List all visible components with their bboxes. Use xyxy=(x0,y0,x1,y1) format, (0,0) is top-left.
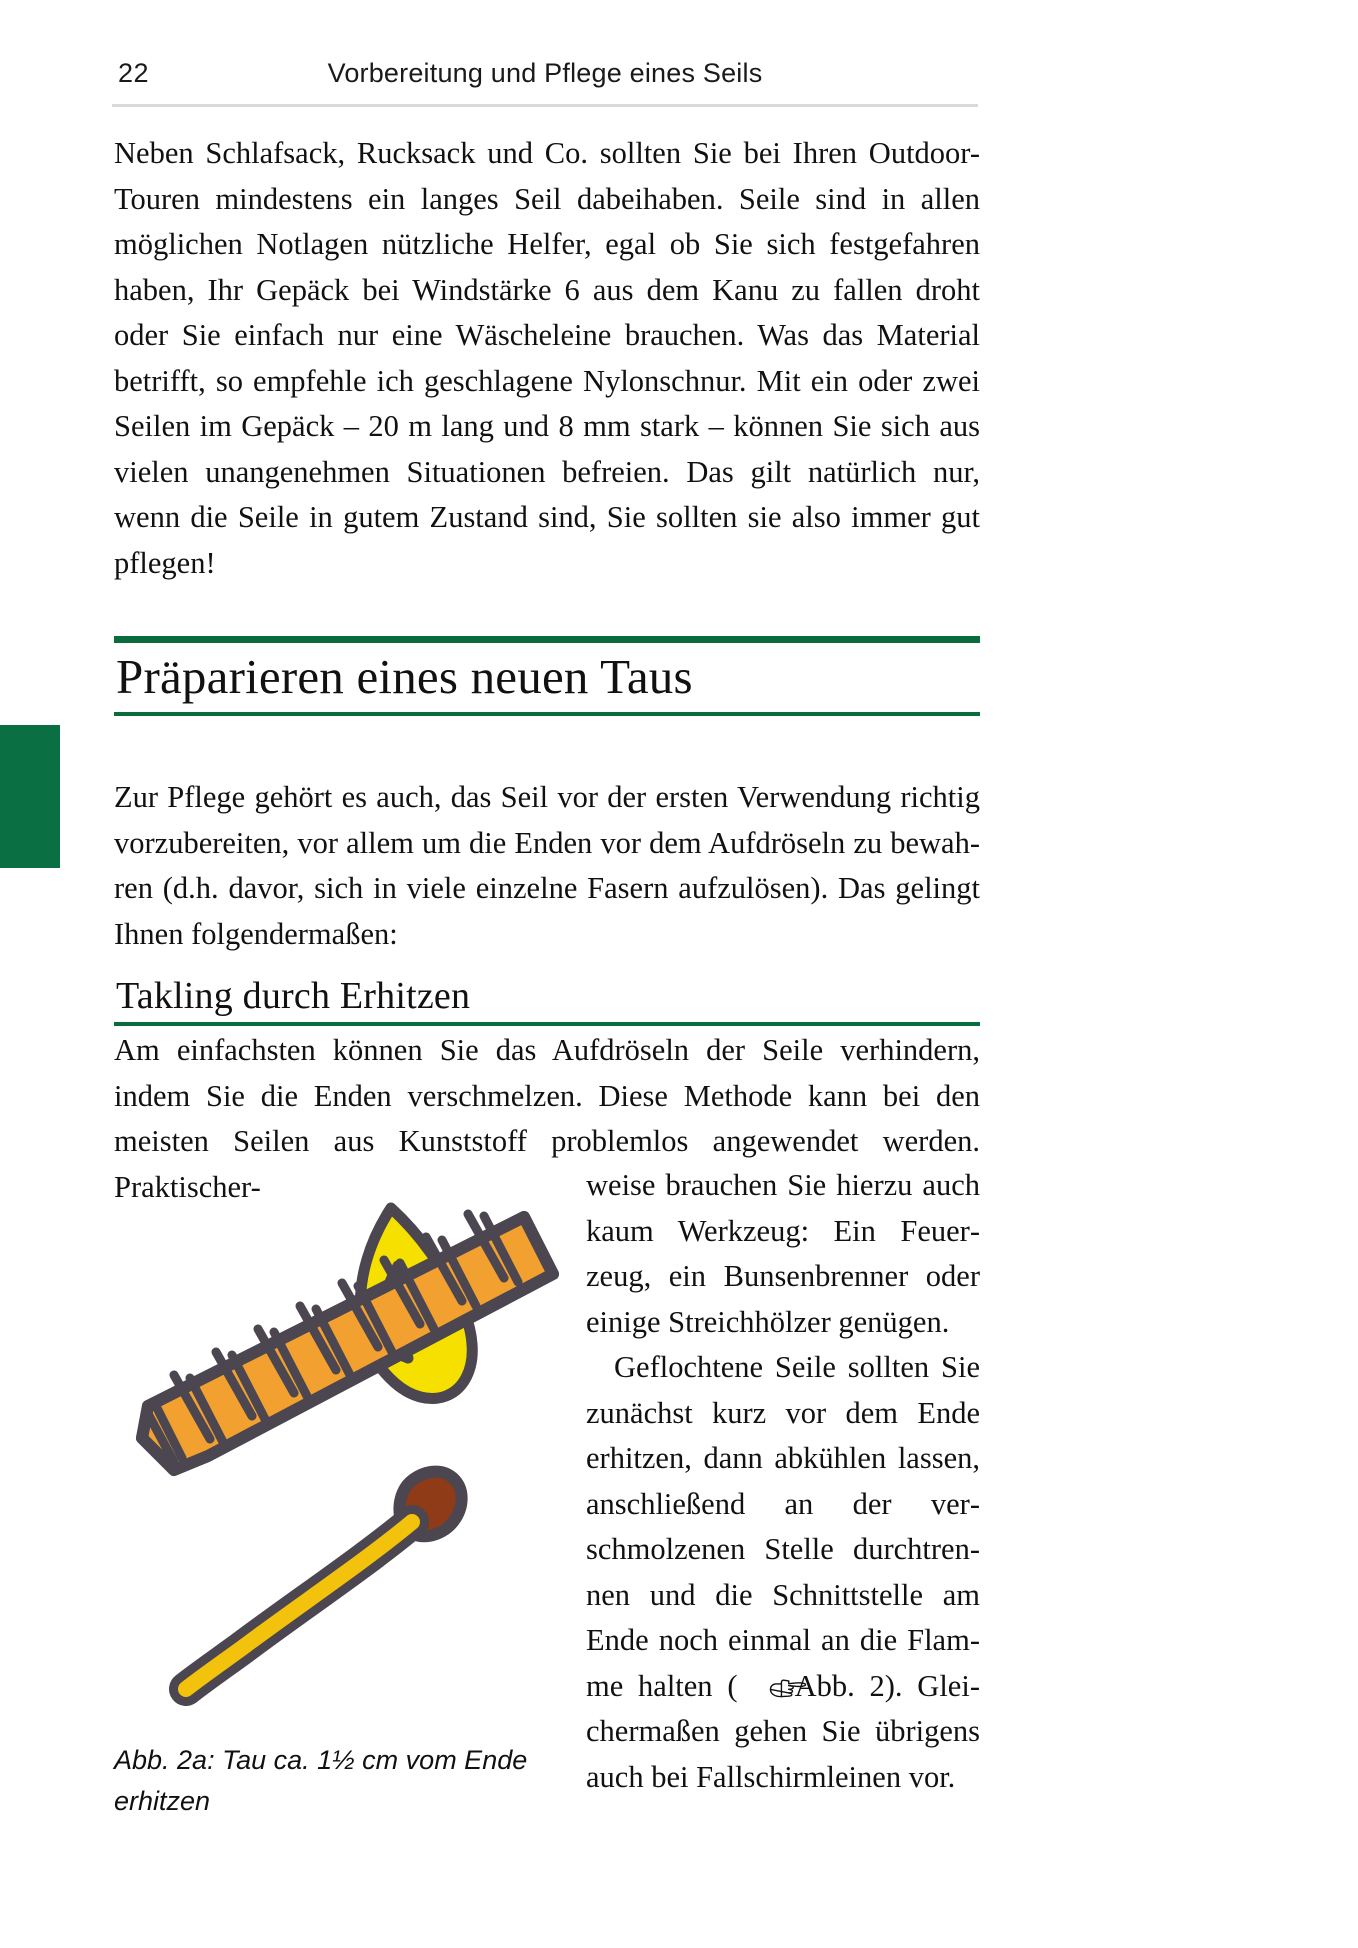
illustration-svg xyxy=(112,1170,562,1730)
page-number: 22 xyxy=(118,58,150,88)
right-column-paragraph-2 xyxy=(586,1345,980,1800)
heading-rule-bottom xyxy=(114,712,980,716)
right-column-paragraph-2-part-1: Geflochtene Seile sollten Sie zunächst kurz vor dem Ende erhitzen, dann abkühlen lassen, anschließend an der verschmolzenen Stelle durchtrennen und die Schnittstelle am Ende noch einmal an die Flamme halten ( xyxy=(586,1350,980,1703)
right-column-paragraph-1: weise brauchen Sie hierzu auch kaum Werkzeug: Ein Feuerzeug, ein Bunsenbrenner oder einige Streichhölzer genügen. xyxy=(586,1168,980,1339)
section-heading-block xyxy=(114,636,980,716)
rope-and-match-illustration xyxy=(112,1170,562,1730)
right-column-paragraph-2-part-2: Abb. 2). Gleichermaßen gehen Sie übrigens auch bei Fallschirmleinen vor. xyxy=(586,1668,980,1794)
running-head-rule xyxy=(112,104,978,107)
rope-shape xyxy=(142,1214,553,1470)
wrapped-right-column xyxy=(586,1163,980,1800)
subsection-title: Takling durch Erhitzen xyxy=(116,975,471,1017)
subsection-heading-block xyxy=(114,972,980,1026)
page-title: Präparieren eines neuen Taus xyxy=(116,649,693,704)
intro-paragraph xyxy=(114,131,980,586)
lead-paragraph xyxy=(114,775,980,957)
running-head xyxy=(112,58,978,104)
heading-rule-top xyxy=(114,636,980,643)
match-shape xyxy=(186,1472,462,1689)
pointing-hand-icon xyxy=(737,1668,779,1690)
lead-paragraph-text: Zur Pflege gehört es auch, das Seil vor der ersten Verwendung richtig vorzubereiten, vor allem um die Enden vor dem Aufdröseln zu bewahren (d.h. davor, sich in viele einzelne Fasern aufzulösen). Das gelingt Ihnen folgendermaßen: xyxy=(114,780,980,951)
chapter-margin-tab xyxy=(0,725,60,868)
running-head-title: Vorbereitung und Pflege eines Seils xyxy=(327,58,763,88)
method-paragraph-text: Am einfachsten können Sie das Aufdröseln der Seile verhindern, indem Sie die Enden verschmelzen. Diese Methode kann bei den meisten Seilen aus Kunststoff problemlos angewendet werden. Praktischer- xyxy=(114,1033,980,1204)
figure-caption: Abb. 2a: Tau ca. 1½ cm vom Ende erhitzen xyxy=(114,1745,528,1816)
subheading-rule xyxy=(114,1022,980,1026)
intro-paragraph-text: Neben Schlafsack, Rucksack und Co. sollten Sie bei Ihren Outdoor-Touren mindestens ein langes Seil dabeihaben. Seile sind in allen möglichen Notlagen nützliche Helfer, egal ob Sie sich festgefahren haben, Ihr Gepäck bei Windstärke 6 aus dem Kanu zu fallen droht oder Sie einfach nur eine Wäscheleine brauchen. Was das Material betrifft, so empfehle ich geschlagene Nylonschnur. Mit ein oder zwei Seilen im Gepäck – 20 m lang und 8 mm stark – können Sie sich aus vielen unangenehmen Situationen befreien. Das gilt natürlich nur, wenn die Seile in gutem Zustand sind, Sie sollten sie also immer gut pflegen! xyxy=(114,136,980,580)
